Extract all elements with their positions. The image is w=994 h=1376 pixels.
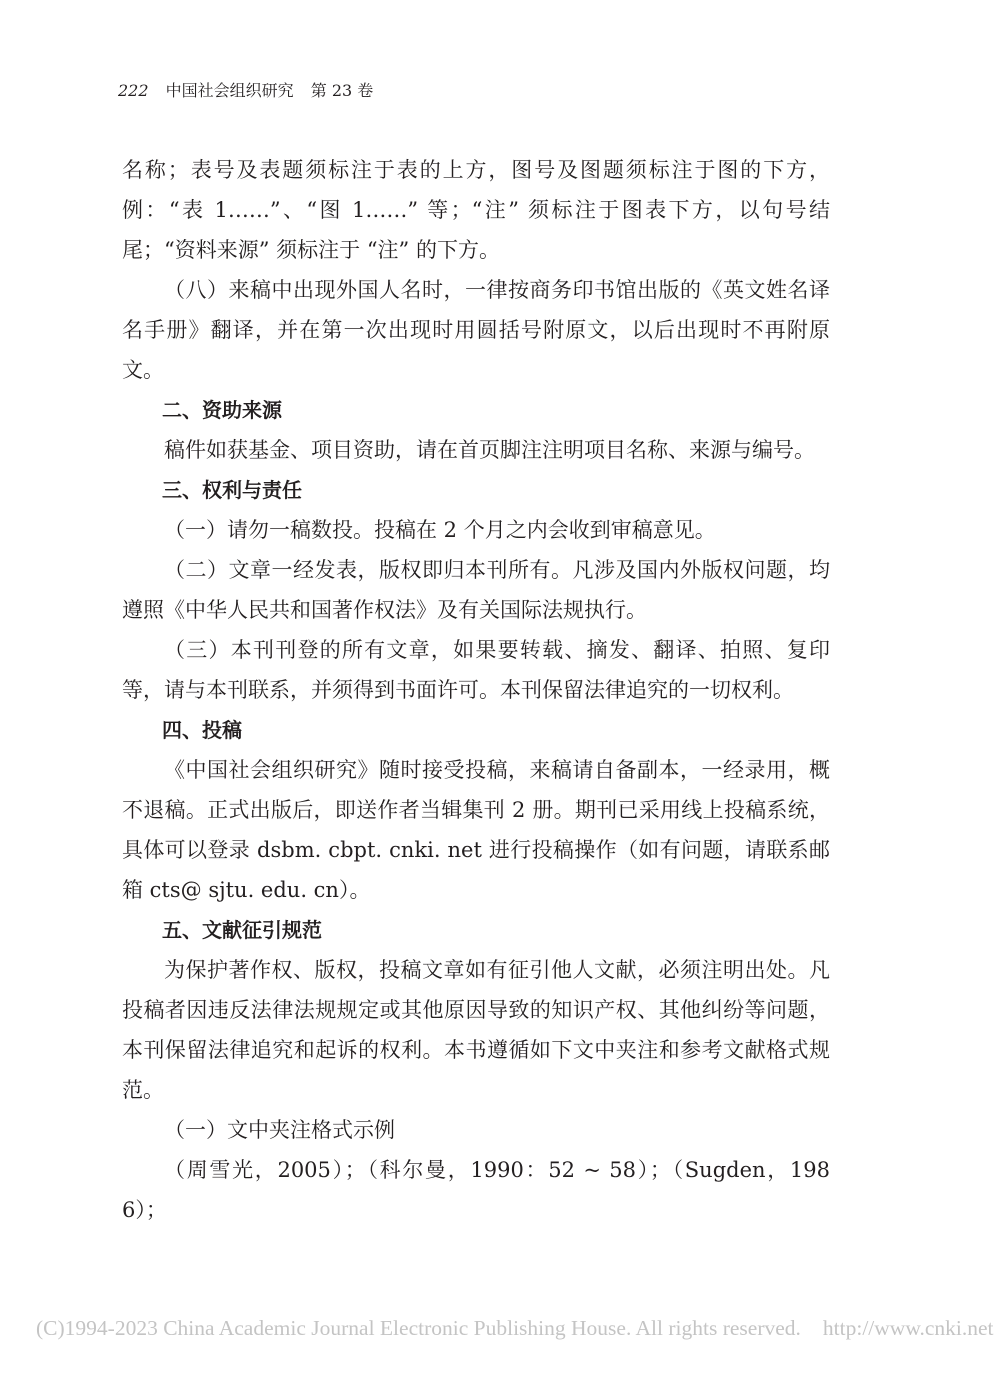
section-heading: 三、权利与责任 [162,478,302,502]
page-body [122,150,830,1230]
body-paragraph: 为保护著作权、版权，投稿文章如有征引他人文献，必须注明出处。凡投稿者因违反法律法规规定或其他原因导致的知识产权、其他纠纷等问题，本刊保留法律追究和起诉的权利。本书遵循如下文中夹注和参考文献格式规范。 [122,958,830,1102]
body-paragraph: （周雪光，2005）；（科尔曼，1990：52 ~ 58）；（Sugden，1986）； [122,1158,830,1222]
copyright-watermark [36,1314,994,1342]
body-paragraph: 名称；表号及表题须标注于表的上方，图号及图题须标注于图的下方，例：“表 1……”、“图 1……” 等；“注” 须标注于图表下方，以句号结尾；“资料来源” 须标注于 “注” 的下方。 [122,158,830,262]
body-paragraph: （八）来稿中出现外国人名时，一律按商务印书馆出版的《英文姓名译名手册》翻译，并在第一次出现时用圆括号附原文，以后出现时不再附原文。 [122,278,830,382]
body-paragraph: （二）文章一经发表，版权即归本刊所有。凡涉及国内外版权问题，均遵照《中华人民共和国著作权法》及有关国际法规执行。 [122,558,830,622]
body-paragraph: （一）文中夹注格式示例 [164,1118,395,1142]
publisher-url: http://www.cnki.net [822,1316,994,1340]
body-paragraph: （三）本刊刊登的所有文章，如果要转载、摘发、翻译、拍照、复印等，请与本刊联系，并须得到书面许可。本刊保留法律追究的一切权利。 [122,638,830,702]
journal-title: 中国社会组织研究 [165,81,294,100]
section-heading: 二、资助来源 [162,398,282,422]
body-paragraph: 《中国社会组织研究》随时接受投稿，来稿请自备副本，一经录用，概不退稿。正式出版后，即送作者当辑集刊 2 册。期刊已采用线上投稿系统，具体可以登录 dsbm. cbpt. cnki. net 进行投稿操作（如有问题，请联系邮箱 cts@ sjtu. edu. cn）。 [122,758,830,902]
running-header [118,80,373,102]
volume-label: 第 23 卷 [310,81,374,100]
page-number: 222 [118,81,149,100]
copyright-text: (C)1994-2023 China Academic Journal Electronic Publishing House. All rights reserved. [36,1316,801,1340]
body-paragraph: 稿件如获基金、项目资助，请在首页脚注注明项目名称、来源与编号。 [164,438,815,462]
section-heading: 五、文献征引规范 [162,918,322,942]
section-heading: 四、投稿 [162,718,242,742]
body-paragraph: （一）请勿一稿数投。投稿在 2 个月之内会收到审稿意见。 [164,518,716,542]
